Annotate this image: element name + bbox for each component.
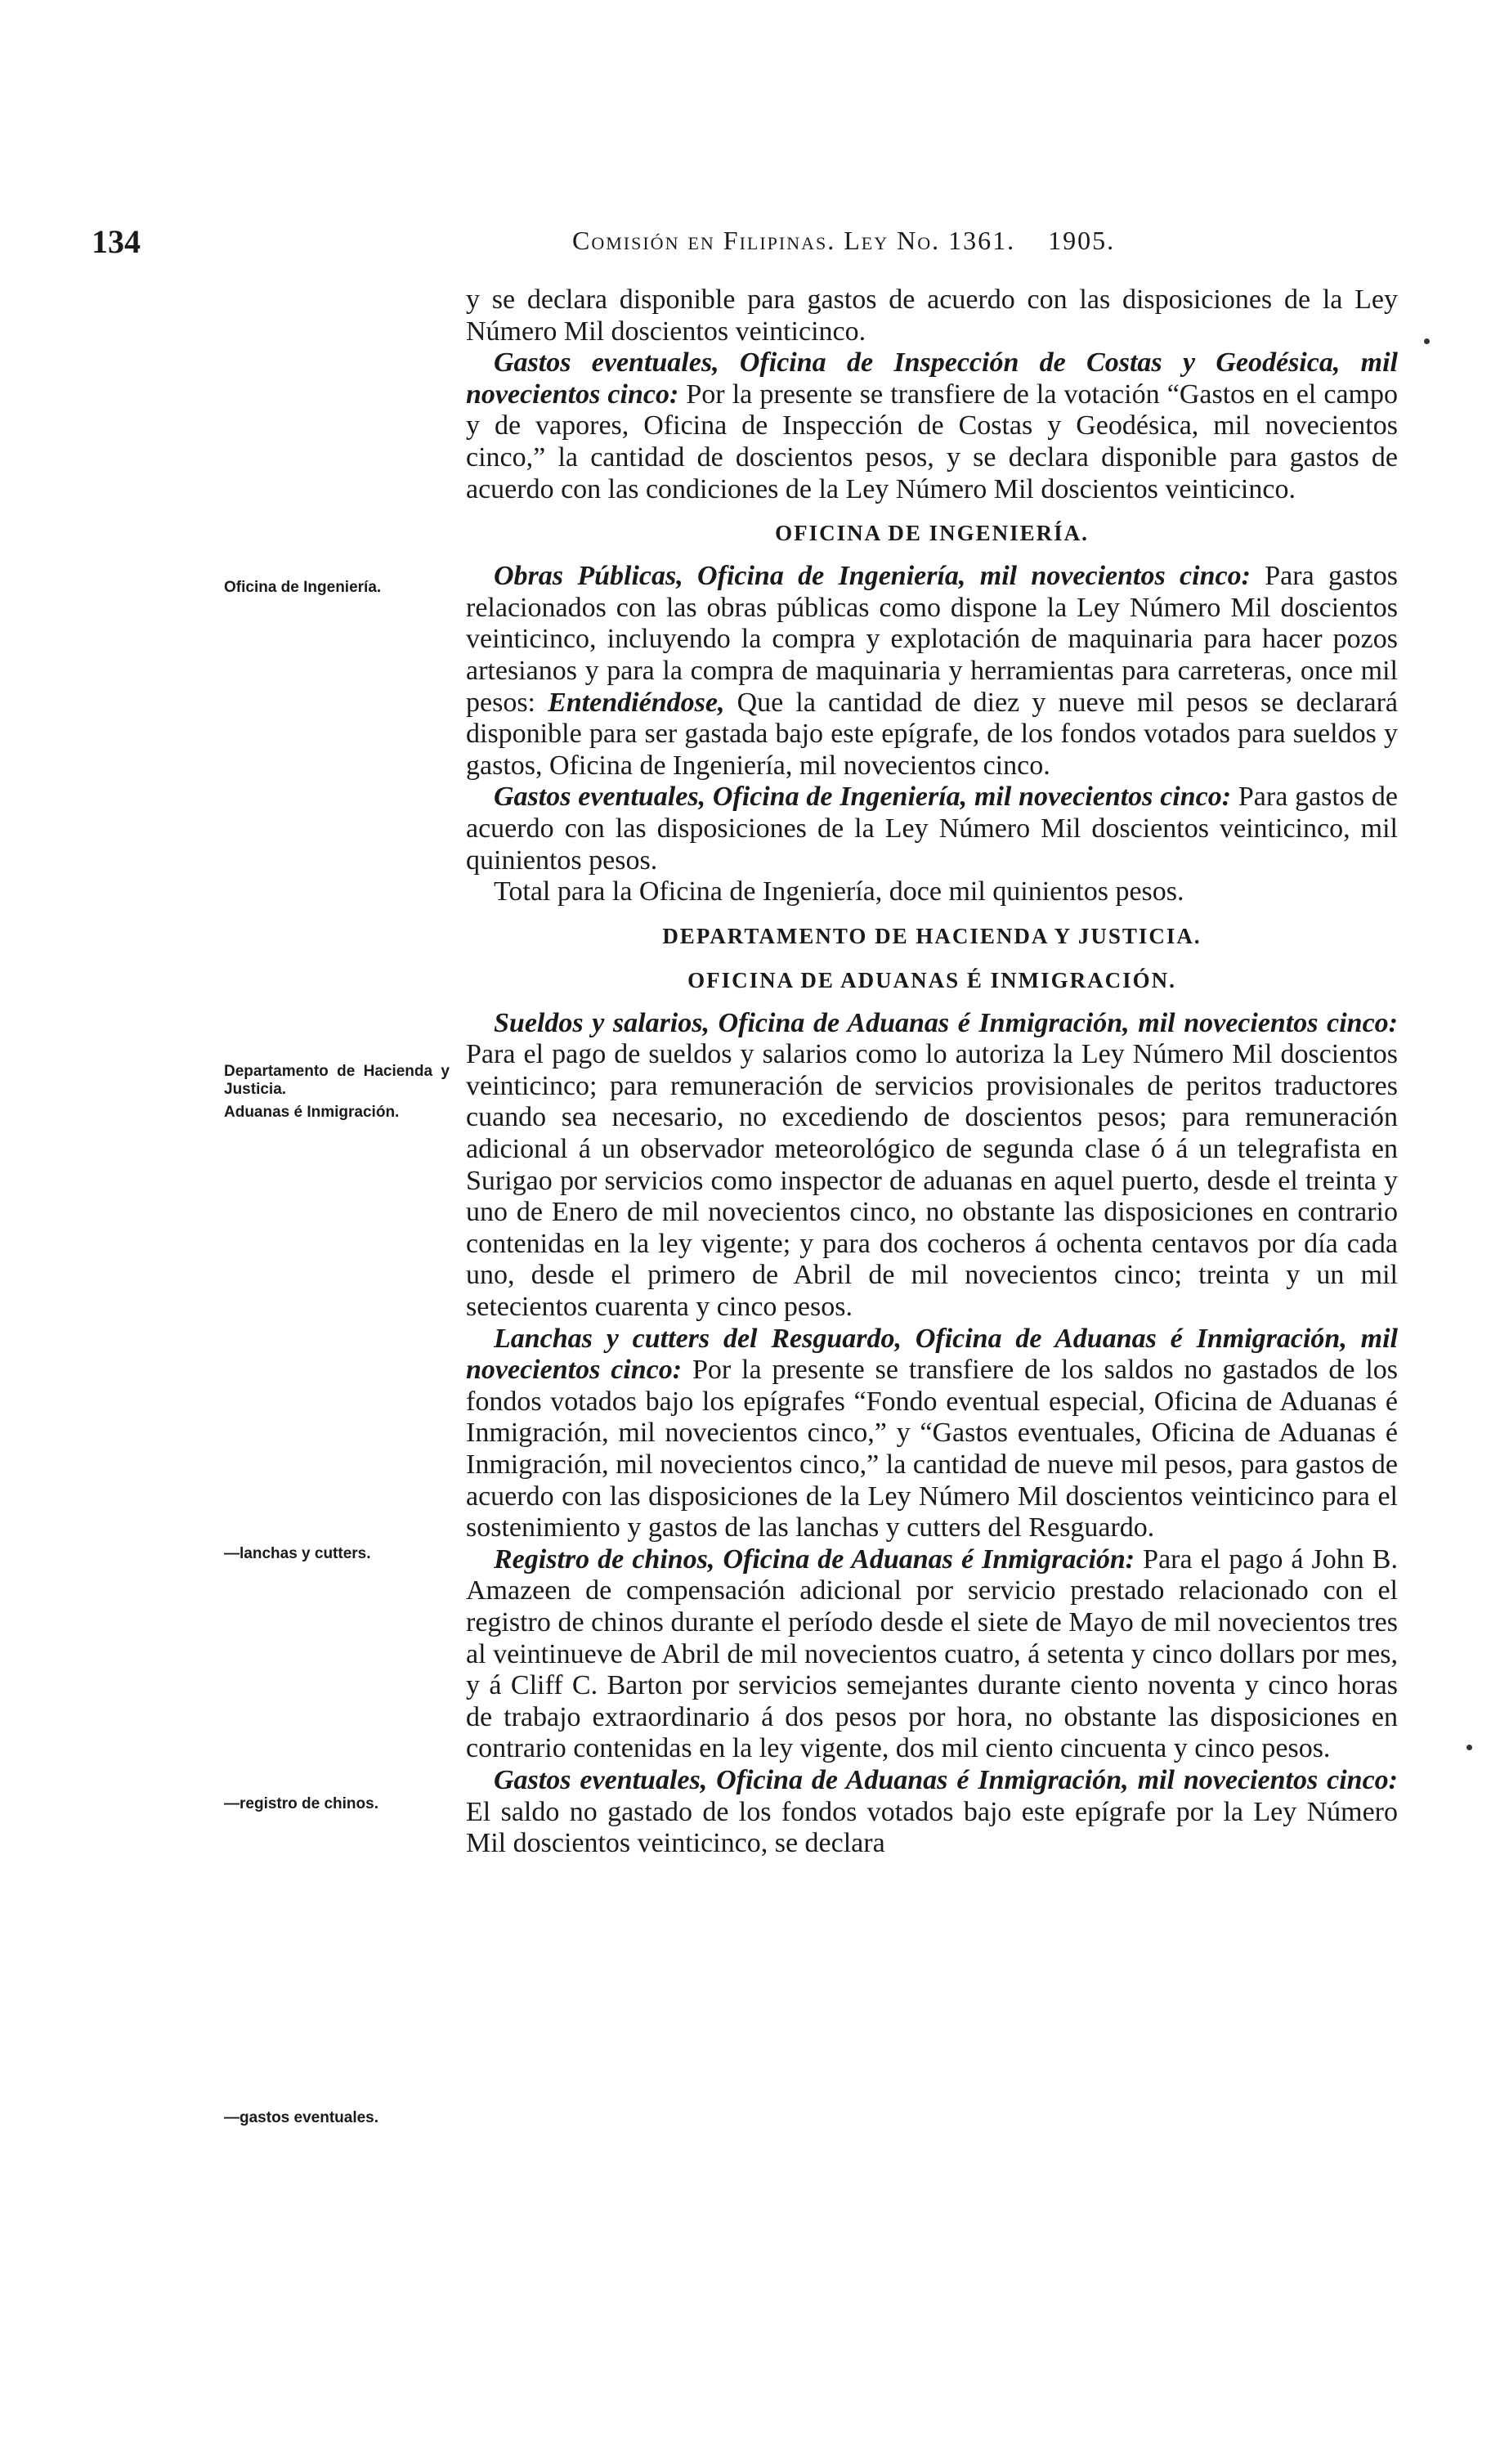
section-heading: OFICINA DE INGENIERÍA.	[775, 521, 1089, 546]
paragraph: Sueldos y salarios, Oficina de Aduanas é Inmigración, mil novecientos cinco: Para el pago de sueldos y salarios como lo autoriza la Ley Número Mil doscientos veinticinco; para remuneración de servicios provisionales de peritos traductores cuando sea necesario, no excediendo de doscientos pesos; para remuneración adicional á un observador meteorológico de segunda clase ó á un telegrafista en Surigao por servicios como inspector de aduanas en aquel puerto, desde el treinta y uno de Enero de mil novecientos cinco, no obstante las disposiciones en contrario contenidas en la ley vigente; y para dos cocheros á ochenta centavos por día cada uno, desde el primero de Abril de mil novecientos cinco; treinta y un mil setecientos cuarenta y cinco pesos.	[466, 1007, 1398, 1323]
paragraph-title: Obras Públicas, Oficina de Ingeniería, mil novecientos cinco:	[494, 561, 1251, 592]
print-speck	[1466, 1745, 1472, 1750]
running-year: 1905.	[1048, 226, 1116, 255]
section-heading: OFICINA DE ADUANAS É INMIGRACIÓN.	[687, 967, 1176, 992]
margin-note-gastos: —gastos eventuales.	[224, 2109, 379, 2126]
margin-note-departamento: Departamento de Hacienda y Justicia.	[224, 1063, 450, 1098]
paragraph-title: Registro de chinos, Oficina de Aduanas é Inmigración:	[494, 1543, 1135, 1575]
paragraph: y se declara disponible para gastos de acuerdo con las disposiciones de la Ley Número Mil doscientos veinticinco.	[466, 284, 1398, 347]
paragraph-title: Gastos eventuales, Oficina de Ingeniería, mil novecientos cinco:	[494, 782, 1232, 813]
running-title: Comisión en Filipinas. Ley No. 1361.	[572, 226, 1016, 255]
paragraph: Gastos eventuales, Oficina de Aduanas é Inmigración, mil novecientos cinco: El saldo no gastado de los fondos votados bajo este epígrafe por la Ley Número Mil doscientos veinticinco, se declara	[466, 1764, 1398, 1859]
running-head	[572, 226, 1115, 256]
paragraph-title: Sueldos y salarios, Oficina de Aduanas é Inmigración, mil novecientos cinco:	[494, 1007, 1398, 1038]
margin-note-ingenieria: Oficina de Ingeniería.	[224, 579, 382, 596]
paragraph: Lanchas y cutters del Resguardo, Oficina de Aduanas é Inmigración, mil novecientos cinco: Por la presente se transfiere de los saldos no gastados de los fondos votados bajo los epígrafes “Fondo eventual especial, Oficina de Aduanas é Inmigración, mil novecientos cinco,” y “Gastos eventuales, Oficina de Aduanas é Inmigración, mil novecientos cinco,” la cantidad de nueve mil pesos, para gastos de acuerdo con las disposiciones de la Ley Número Mil doscientos veinticinco para el sostenimiento y gastos de las lanchas y cutters del Resguardo.	[466, 1323, 1399, 1543]
margin-note-registro: —registro de chinos.	[224, 1795, 378, 1812]
paragraph-title: Lanchas y cutters del Resguardo, Oficina de Aduanas é Inmigración, mil novecientos cinco:	[466, 1323, 1398, 1386]
margin-note-lanchas: —lanchas y cutters.	[224, 1545, 371, 1562]
print-speck	[1424, 338, 1430, 344]
paragraph: Total para la Oficina de Ingeniería, doce mil quinientos pesos.	[494, 876, 1184, 907]
paragraph-title: Gastos eventuales, Oficina de Aduanas é Inmigración, mil novecientos cinco:	[494, 1764, 1398, 1795]
section-heading: DEPARTAMENTO DE HACIENDA Y JUSTICIA.	[662, 923, 1202, 948]
paragraph: Registro de chinos, Oficina de Aduanas é Inmigración: Para el pago á John B. Amazeen de compensación adicional por servicio prestado relacionado con el registro de chinos durante el período desde el siete de Mayo de mil novecientos tres al veintinueve de Abril de mil novecientos cuatro, á setenta y cinco dollars por mes, y á Cliff C. Barton por servicios semejantes durante ciento noventa y cinco horas de trabajo extraordinario á dos pesos por hora, no obstante las disposiciones en contrario contenidas en la ley vigente, dos mil ciento cincuenta y cinco pesos.	[466, 1543, 1398, 1764]
page-number: 134	[92, 223, 141, 260]
margin-note-aduanas: Aduanas é Inmigración.	[224, 1104, 400, 1121]
body-text	[466, 284, 1398, 1860]
paragraph: Gastos eventuales, Oficina de Ingeniería, mil novecientos cinco: Para gastos de acuerdo con las disposiciones de la Ley Número Mil doscientos veinticinco, mil quinientos pesos.	[466, 782, 1398, 876]
paragraph: Gastos eventuales, Oficina de Inspección de Costas y Geodésica, mil novecientos cinco: Por la presente se transfiere de la votación “Gastos en el campo y de vapores, Oficina de Inspección de Costas y Geodésica, mil novecientos cinco,” la cantidad de doscientos pesos, y se declara disponible para gastos de acuerdo con las condiciones de la Ley Número Mil doscientos veinticinco.	[466, 347, 1398, 504]
paragraph-title: Gastos eventuales, Oficina de Inspección de Costas y Geodésica, mil novecientos cinco:	[466, 347, 1398, 410]
paragraph: Obras Públicas, Oficina de Ingeniería, mil novecientos cinco: Para gastos relacionados con las obras públicas como dispone la Ley Número Mil doscientos veinticinco, incluyendo la compra y explotación de maquinaria para hacer pozos artesianos y para la compra de maquinaria y herramientas para carreteras, once mil pesos: Entendiéndose, Que la cantidad de diez y nueve mil pesos se declarará disponible para ser gastada bajo este epígrafe, de los fondos votados para sueldos y gastos, Oficina de Ingeniería, mil novecientos cinco.	[466, 561, 1398, 781]
